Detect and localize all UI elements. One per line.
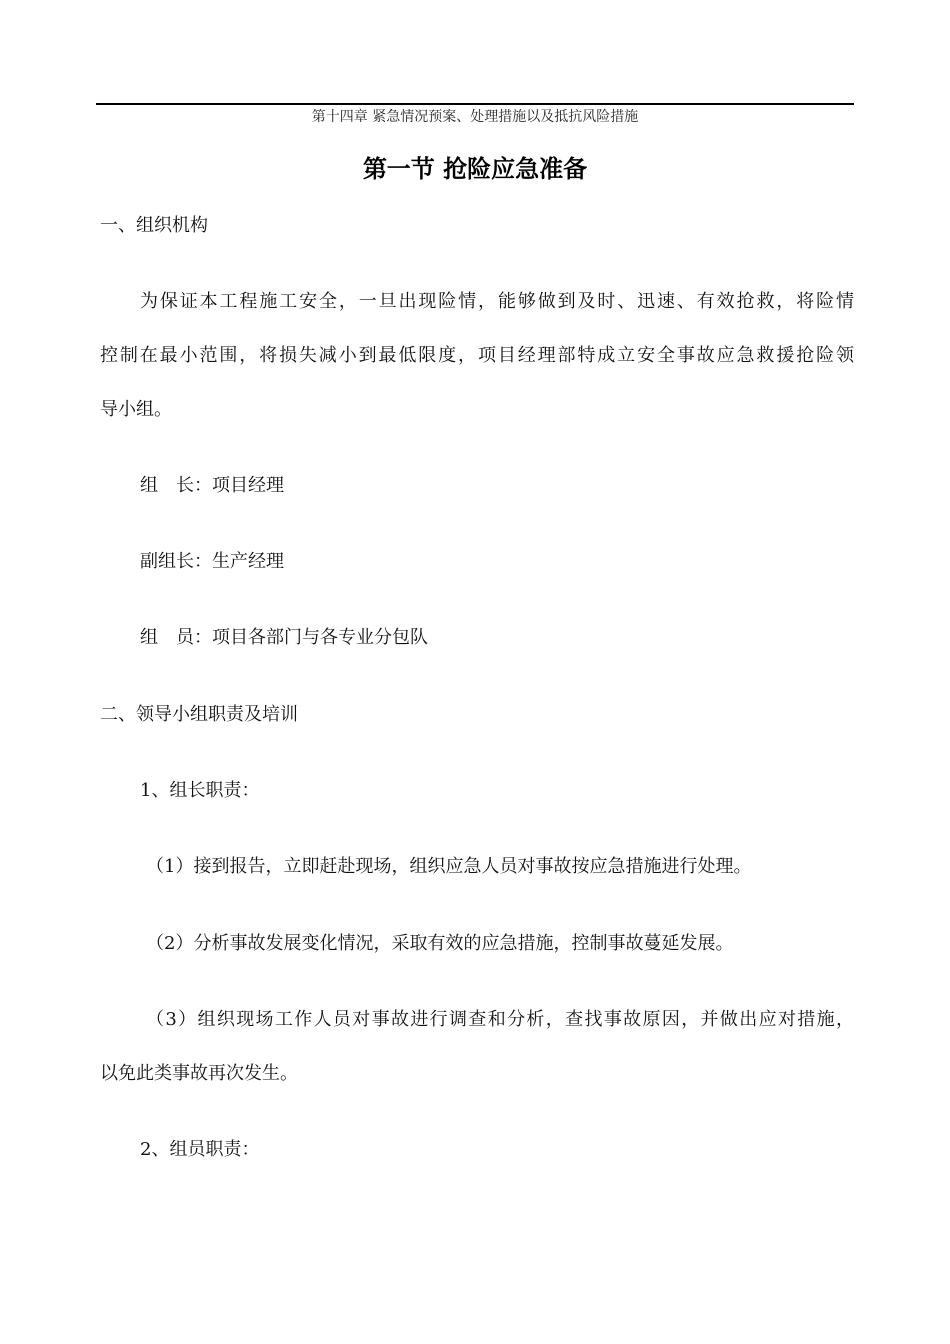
heading-duties: 二、领导小组职责及培训 xyxy=(100,704,298,725)
list-item: （2）分析事故发展变化情况，采取有效的应急措施，控制事故蔓延发展。 xyxy=(146,933,734,954)
paragraph-line: 为保证本工程施工安全，一旦出现险情，能够做到及时、迅速、有效抢救，将险情 xyxy=(140,291,854,312)
paragraph-line: 导小组。 xyxy=(100,399,172,420)
section-title: 第一节 抢险应急准备 xyxy=(362,155,588,183)
role-deputy: 副组长：生产经理 xyxy=(140,551,284,572)
list-item: （1）接到报告，立即赶赴现场，组织应急人员对事故按应急措施进行处理。 xyxy=(146,856,752,877)
heading-organization: 一、组织机构 xyxy=(100,215,208,236)
header-rule xyxy=(96,103,854,105)
role-members: 组 员：项目各部门与各专业分包队 xyxy=(140,627,428,648)
chapter-header: 第十四章 紧急情况预案、处理措施以及抵抗风险措施 xyxy=(311,109,639,125)
subheading-member-duties: 2、组员职责： xyxy=(140,1139,260,1160)
subheading-leader-duties: 1、组长职责： xyxy=(140,780,260,801)
list-item: （3）组织现场工作人员对事故进行调查和分析，查找事故原因，并做出应对措施， xyxy=(146,1009,854,1030)
list-item-continuation: 以免此类事故再次发生。 xyxy=(100,1063,298,1084)
role-leader: 组 长：项目经理 xyxy=(140,475,284,496)
paragraph-line: 控制在最小范围，将损失减小到最低限度，项目经理部特成立安全事故应急救援抢险领 xyxy=(100,345,854,366)
